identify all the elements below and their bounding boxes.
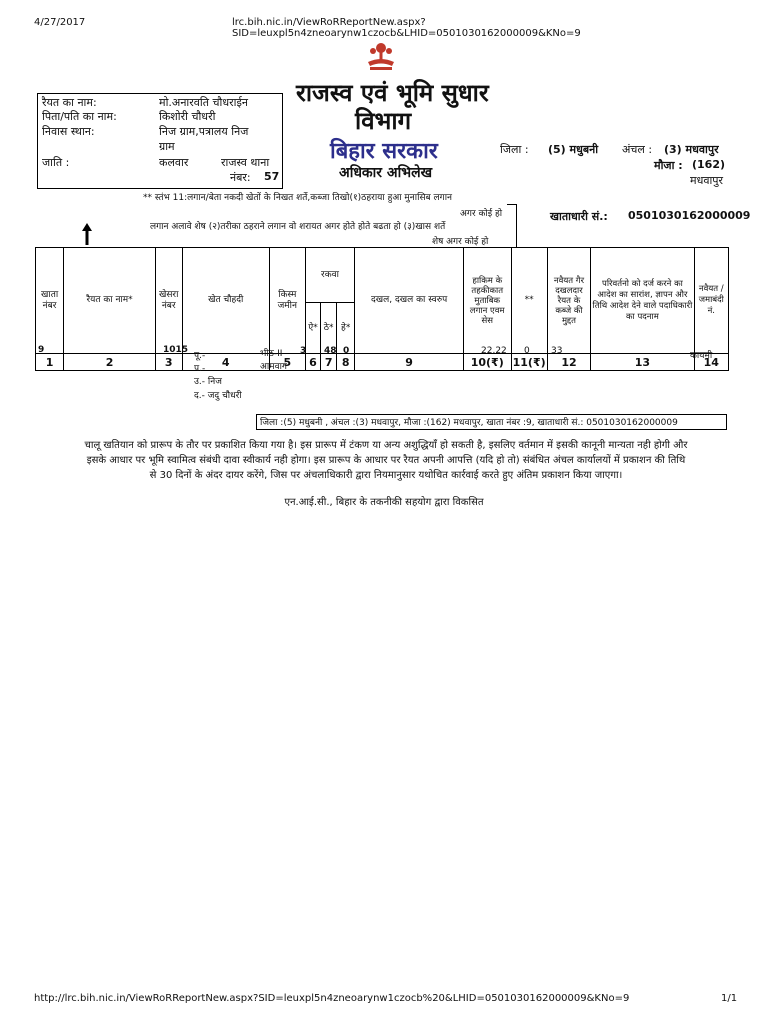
cell-khata: 9 <box>38 345 45 355</box>
print-date: 4/27/2017 <box>34 17 86 28</box>
name-label: रैयत का नाम: <box>42 96 97 109</box>
column-number: 5 <box>269 354 305 371</box>
header-raiyat: रैयत का नाम* <box>64 248 156 354</box>
column-number: 2 <box>64 354 156 371</box>
header-muddat: नवैयत गैर दखलदार रैयत के कब्जे की मुद्दत <box>547 248 591 354</box>
print-url: lrc.bih.nic.in/ViewRoRReportNew.aspx?SID=leuxpl5n4zneoarynw1czocb&LHID=0501030162000009&KNo=9 <box>232 17 581 39</box>
cell-kism-2: आमवाग <box>260 362 287 372</box>
department-title-line2: विभाग <box>355 107 412 135</box>
cell-shartein: 0 <box>524 346 530 356</box>
header-he: हे* <box>337 303 355 354</box>
khatadhari-value: 0501030162000009 <box>628 209 751 222</box>
government-title: बिहार सरकार <box>330 139 438 164</box>
header-shartein: ** <box>511 248 547 354</box>
cell-chauhadi-west: प.- <box>194 364 206 374</box>
cell-chauhadi-south: द.- जदु चौधरी <box>194 391 242 401</box>
disclaimer-line-3: से 30 दिनों के अंदर दायर करेंगे, जिस पर अंचलाधिकारी द्वारा नियमानुसार यथोचित कार्रवाई करते हुए अंतिम प्रकाशन किया जाएगा। <box>149 470 623 481</box>
mauja-name: मधवापुर <box>690 174 724 187</box>
bihar-emblem-icon <box>362 40 400 74</box>
header-parivartan: परिवर्तनो को दर्ज करने का आदेश का सारांश, ज्ञापन और तिथि आदेश देने वाले पदाधिकारी का पदनाम <box>591 248 694 354</box>
column-number: 12 <box>547 354 591 371</box>
column-number: 9 <box>355 354 463 371</box>
khatiyan-table <box>35 247 729 371</box>
note-line-4: शेष अगर कोई हो <box>432 237 489 247</box>
department-title: राजस्व एवं भूमि सुधार <box>296 79 489 107</box>
father-label: पिता/पति का नाम: <box>42 110 117 123</box>
header-the: ठे* <box>321 303 337 354</box>
column-number: 1 <box>36 354 64 371</box>
header-ai: ऐ* <box>305 303 321 354</box>
header-khata: खाता नंबर <box>36 248 64 354</box>
record-title: अधिकार अभिलेख <box>339 165 433 181</box>
note-line-1: ** स्तंभ 11:लगान/बेता नकदी खेतों के निखत शर्ते,कब्जा तिखो(१)ठहराया हुआ मुनासिब लगान <box>143 193 453 203</box>
cell-ai: 3 <box>300 346 307 356</box>
anchal-label: अंचल : <box>622 143 653 156</box>
summary-box: जिला :(5) मधुबनी , अंचल :(3) मधवापुर, मौजा :(162) मधवापुर, खाता नंबर :9, खाताधारी सं.: 0501030162000009 <box>256 414 727 430</box>
residence-label: निवास स्थान: <box>42 125 95 138</box>
anchal-value: (3) मधवापुर <box>664 143 719 156</box>
header-rakba: रकवा <box>305 248 355 303</box>
column-number: 14 <box>694 354 728 371</box>
column-number-row <box>36 354 729 371</box>
cell-chauhadi-east: पू.- <box>194 351 206 361</box>
column-number: 7 <box>321 354 337 371</box>
disclaimer-line-2: इसके आधार पर भूमि स्वामित्व संबंधी दावा स्वीकार्य नही होगा। इस प्रारूप के आधार पर रैयत अपनी आपत्ति (यदि हो तो) संबंधित अंचल कार्यालयों में प्रकाशन की तिथि <box>86 455 686 466</box>
khatadhari-label: खाताधारी सं.: <box>550 210 608 223</box>
thana-no-label: नंबर: <box>230 171 251 184</box>
note-line-2: अगर कोई हो <box>460 209 503 219</box>
column-number: 6 <box>305 354 321 371</box>
thana-label: राजस्व थाना <box>221 156 270 169</box>
cell-chauhadi-north: उ.- निज <box>194 377 222 387</box>
cell-kism-1: भीठ-II <box>260 349 283 359</box>
district-label: जिला : <box>500 143 529 156</box>
cell-the: 48 <box>324 346 337 356</box>
header-dakhal: दखल, दखल का स्वरुप <box>355 248 463 354</box>
column-number: 3 <box>155 354 182 371</box>
cell-lagan: 22.22 <box>481 346 507 356</box>
father-value: किशोरी चौधरी <box>159 110 216 123</box>
column-number: 10(₹) <box>463 354 511 371</box>
header-khesra: खेसरा नंबर <box>155 248 182 354</box>
name-value: मो.अनारवति चौधराईन <box>159 96 248 109</box>
page-number: 1/1 <box>721 993 738 1004</box>
residence-value-line2: ग्राम <box>159 140 175 153</box>
raiyat-info-box <box>37 93 283 189</box>
cell-he: 0 <box>343 346 350 356</box>
header-lagan: हाकिम के तहकीकात मुताबिक लगान एवम सेस <box>463 248 511 354</box>
cell-jamabandi: कायमी <box>690 351 713 361</box>
footer-url: http://lrc.bih.nic.in/ViewRoRReportNew.aspx?SID=leuxpl5n4zneoarynw1czocb%20&LHID=0501030162000009&KNo=9 <box>34 993 630 1004</box>
developed-by: एन.आई.सी., बिहार के तकनीकी सहयोग द्वारा विकसित <box>284 497 484 508</box>
cell-muddat: 33 <box>551 346 563 356</box>
column-number: 4 <box>182 354 269 371</box>
column-number: 8 <box>337 354 355 371</box>
mauja-label: मौजा : <box>654 159 683 172</box>
header-jamabandi: नवैयत / जमाबंदी नं. <box>694 248 728 354</box>
cell-khesra: 1015 <box>163 345 189 355</box>
disclaimer-line-1: चालू खतियान को प्रारूप के तौर पर प्रकाशित किया गया है। इस प्रारूप में टंकण या अन्य अशुद्धियाँ हो सकती है, इसलिए वर्तमान में इसकी कानूनी मान्यता नही होगी और <box>84 440 688 451</box>
column-number: 13 <box>591 354 694 371</box>
residence-value: निज ग्राम,पत्रालय निज <box>159 125 249 138</box>
disclaimer <box>36 438 736 483</box>
note-bracket <box>507 204 517 247</box>
arrow-up-icon <box>81 222 93 246</box>
table-header-row <box>36 248 729 303</box>
caste-value: कलवार <box>159 156 189 169</box>
header-chauhadi: खेत चौहदी <box>182 248 269 354</box>
mauja-value: (162) <box>692 158 726 171</box>
column-number: 11(₹) <box>512 355 546 369</box>
thana-no-value: 57 <box>264 170 280 183</box>
district-value: (5) मधुबनी <box>548 143 599 156</box>
caste-label: जाति : <box>42 156 70 169</box>
header-kism: किस्म जमीन <box>269 248 305 354</box>
note-line-3: लगान अलावे शेष (२)तरीका ठहराने लगान वो शरायत अगर होते होते बढता हो (३)खास शर्ते <box>150 222 446 232</box>
